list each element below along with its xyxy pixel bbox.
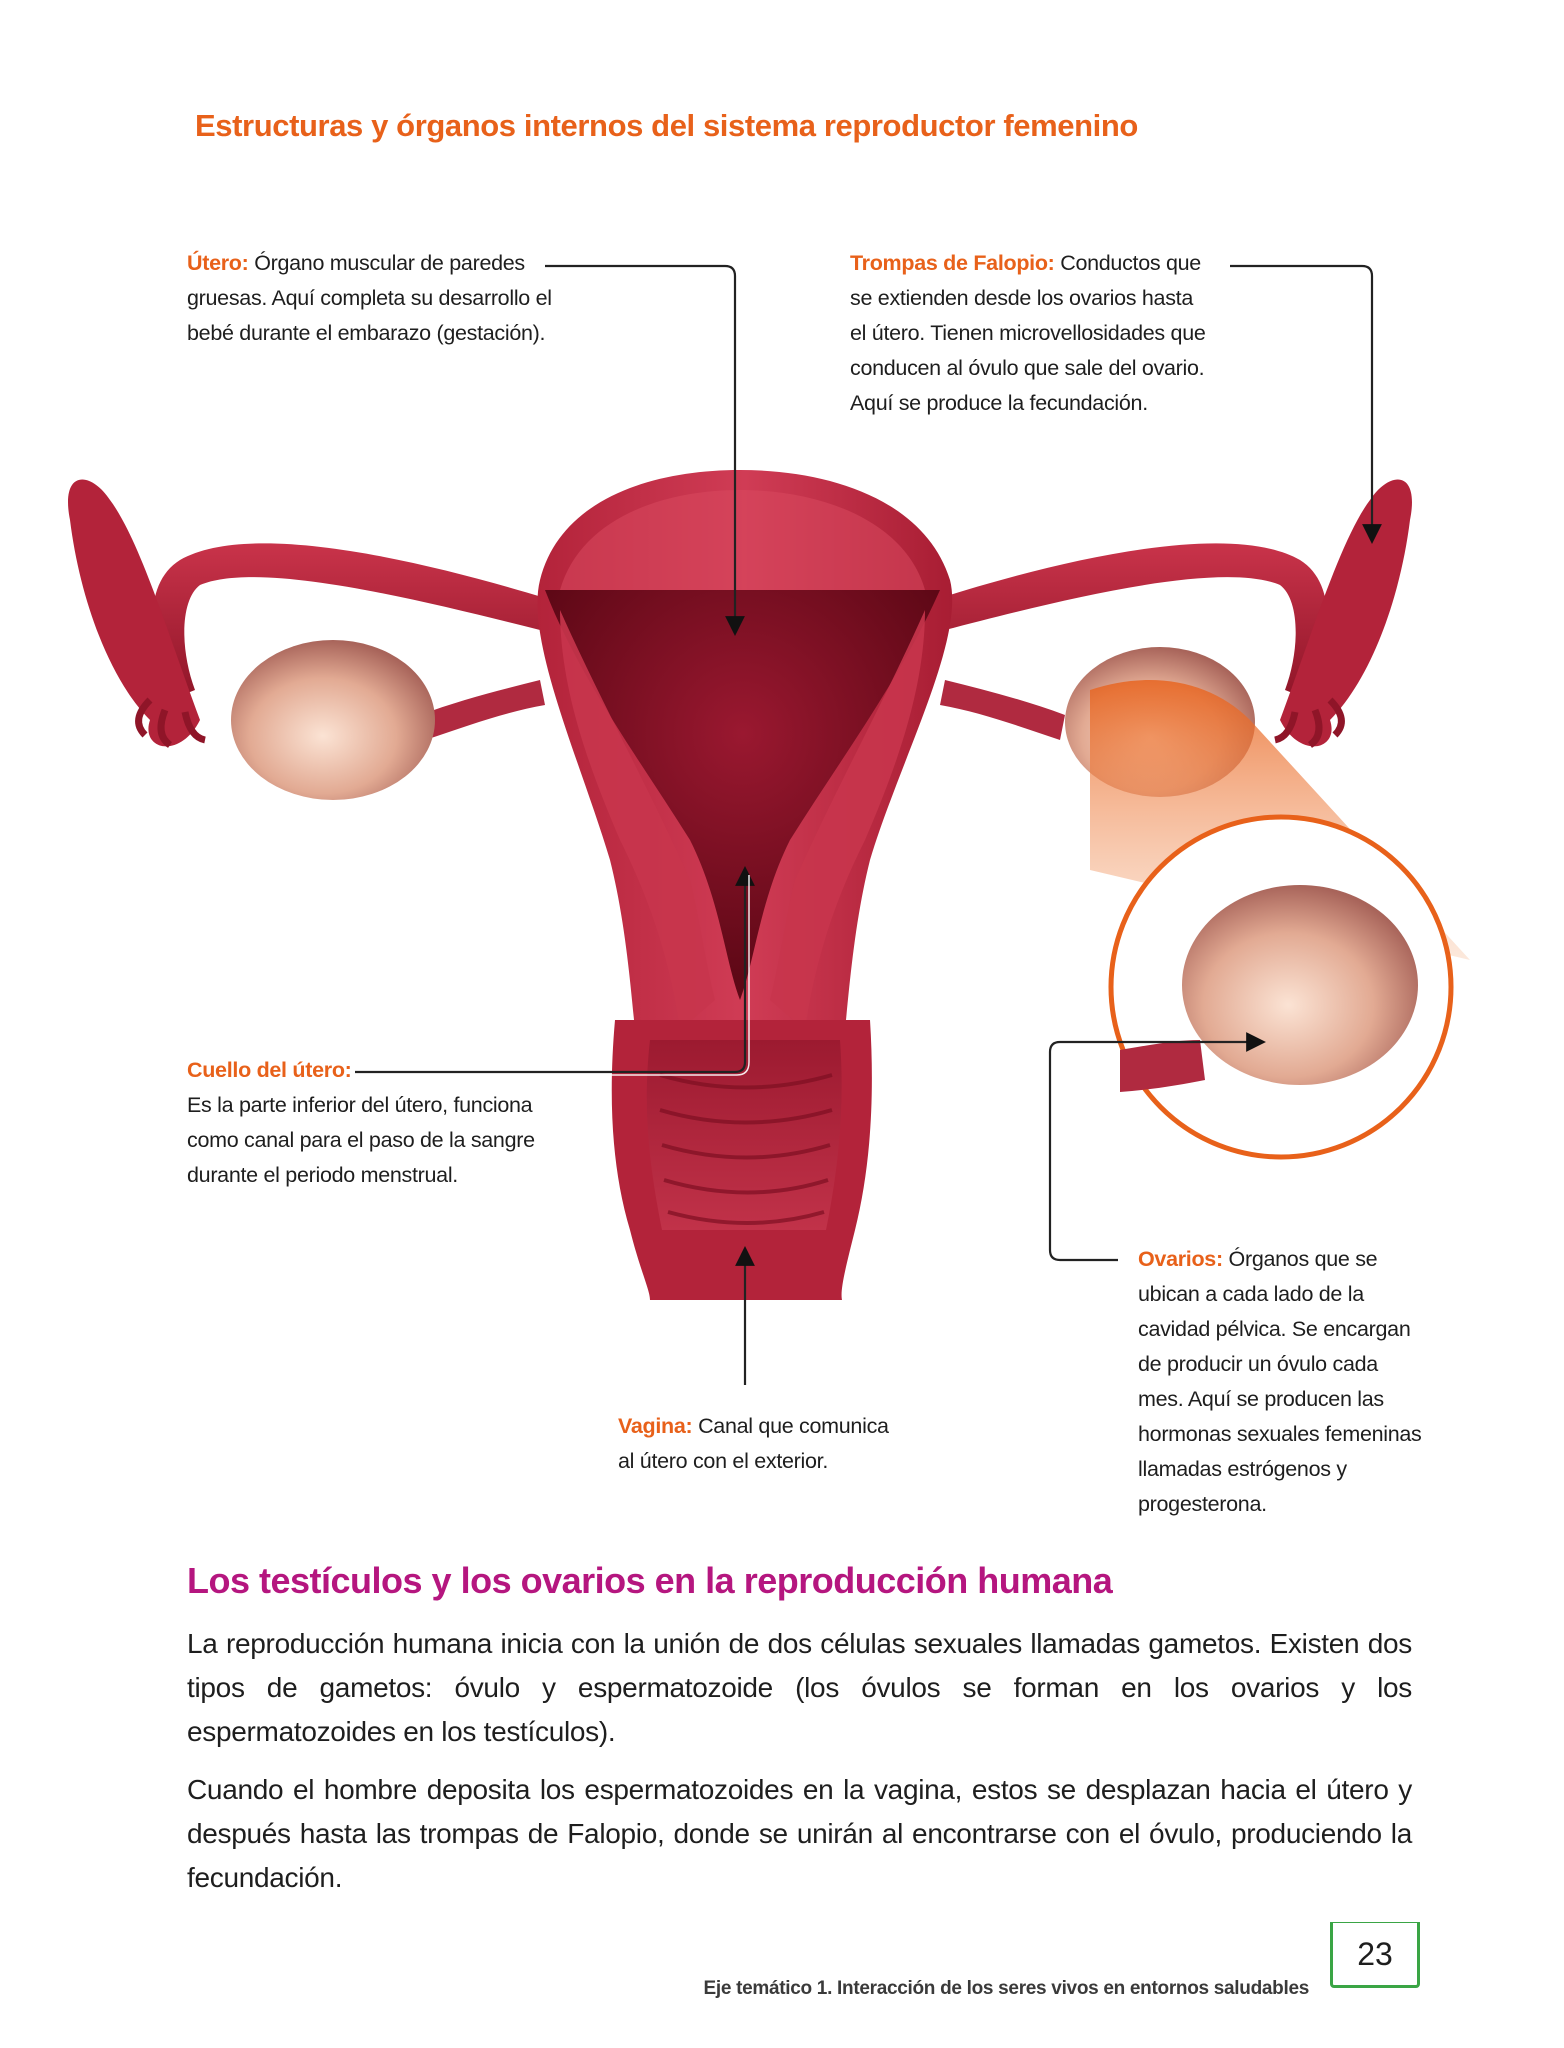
vagina-line: al útero con el exterior. [618,1449,829,1473]
footer-axis-title: Eje temático 1. Interacción de los seres vivos en entornos saludables [703,1978,1309,1999]
body-paragraph: La reproducción humana inicia con la unión de dos células sexuales llamadas gametos. Existen dos tipos de gametos: óvulo y espermatozoide (los óvulos se forman en los ovarios y los espermatozoides en los testículos). [187,1628,1412,1747]
diagram-title: Estructuras y órganos internos del sistema reproductor femenino [195,108,1138,143]
trompas-line: Conductos que [1060,251,1201,275]
section-subheading: Los testículos y los ovarios en la reproducción humana [187,1560,1113,1601]
left-ovary [231,640,435,800]
ovarios-line: progesterona. [1138,1492,1267,1516]
body-paragraph: Cuando el hombre deposita los espermatozoides en la vagina, estos se desplazan hacia el útero y después hasta las trompas de Falopio, donde se unirán al encontrarse con el óvulo, produciendo la fecundación. [187,1774,1412,1893]
cuello-term: Cuello del útero: [187,1058,352,1082]
ovarios-line: cavidad pélvica. Se encargan [1138,1317,1411,1341]
vagina-line: Canal que comunica [698,1414,889,1438]
page-number: 23 [1330,1922,1420,1988]
utero-label [187,246,557,351]
utero-line: gruesas. Aquí completa su desarrollo el [187,286,552,310]
ovarios-term: Ovarios: [1138,1247,1223,1271]
trompas-line: se extienden desde los ovarios hasta [850,286,1193,310]
ovarios-line: ubican a cada lado de la [1138,1282,1364,1306]
ovarios-line: hormonas sexuales femeninas [1138,1422,1422,1446]
right-ovarian-ligament [940,680,1065,740]
utero-term: Útero: [187,251,249,275]
trompas-line: el útero. Tienen microvellosidades que [850,321,1206,345]
ovarios-line: llamadas estrógenos y [1138,1457,1347,1481]
trompas-term: Trompas de Falopio: [850,251,1055,275]
left-ovarian-ligament [420,680,545,740]
trompas-line: conducen al óvulo que sale del ovario. [850,356,1205,380]
ovarios-line: de producir un óvulo cada [1138,1352,1378,1376]
ovarios-line: mes. Aquí se producen las [1138,1387,1384,1411]
vagina-term: Vagina: [618,1414,693,1438]
vagina-label [618,1409,918,1479]
utero-line: bebé durante el embarazo (gestación). [187,321,546,345]
cuello-line: durante el periodo menstrual. [187,1163,458,1187]
trompas-line: Aquí se produce la fecundación. [850,391,1148,415]
trompas-label [850,246,1240,421]
cuello-line: como canal para el paso de la sangre [187,1128,535,1152]
ovarios-line: Órganos que se [1228,1247,1378,1271]
cuello-label [187,1053,557,1193]
utero-line: Órgano muscular de paredes [254,251,525,275]
cuello-line: Es la parte inferior del útero, funciona [187,1093,533,1117]
ovarios-label [1138,1242,1438,1522]
zoomed-ovary [1182,885,1418,1085]
